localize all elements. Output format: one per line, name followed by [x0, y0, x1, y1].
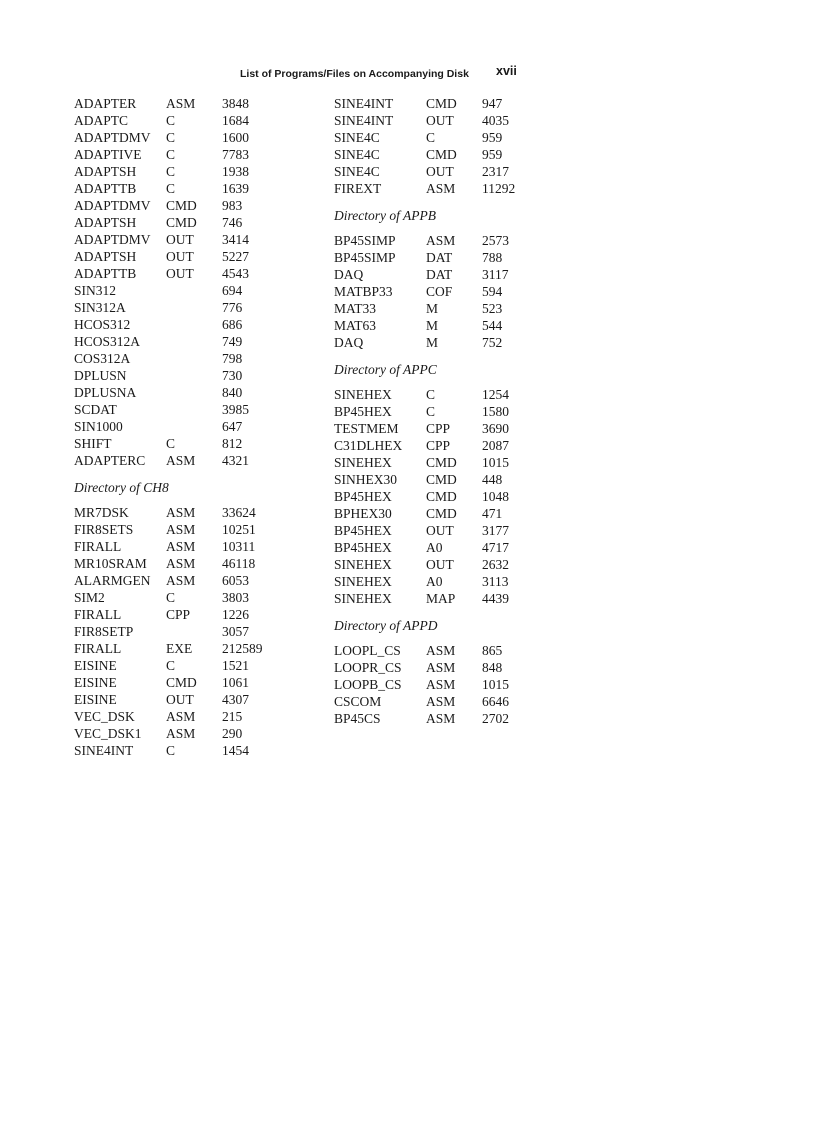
file-name: ADAPTSH: [74, 249, 137, 264]
file-list: [334, 642, 574, 727]
file-row: [334, 471, 574, 488]
file-name: HCOS312A: [74, 334, 141, 349]
file-extension: OUT: [166, 249, 194, 264]
file-row: [334, 505, 574, 522]
file-name: MAT63: [334, 318, 377, 333]
file-row: [74, 725, 314, 742]
file-name: SINHEX30: [334, 472, 397, 487]
file-extension: ASM: [166, 96, 196, 111]
file-extension: CMD: [166, 198, 197, 213]
file-name: SINEHEX: [334, 591, 392, 606]
file-row: [74, 163, 314, 180]
file-extension: OUT: [166, 266, 194, 281]
file-size: 983: [222, 198, 243, 213]
file-extension: CPP: [426, 421, 451, 436]
file-extension: OUT: [426, 164, 454, 179]
file-name: DPLUSN: [74, 368, 127, 383]
file-size: 1580: [482, 404, 509, 419]
file-name: SINE4INT: [74, 743, 134, 758]
file-row: [74, 248, 314, 265]
file-size: 1015: [482, 677, 509, 692]
file-name: FIREXT: [334, 181, 382, 196]
file-size: 5227: [222, 249, 249, 264]
file-row: [74, 589, 314, 606]
file-name: ADAPTIVE: [74, 147, 142, 162]
file-row: [334, 590, 574, 607]
file-extension: C: [166, 181, 176, 196]
file-row: [74, 299, 314, 316]
file-row: [74, 265, 314, 282]
file-row: [74, 606, 314, 623]
file-row: [74, 333, 314, 350]
file-name: SINE4C: [334, 130, 380, 145]
file-name: HCOS312: [74, 317, 131, 332]
file-name: FIR8SETP: [74, 624, 134, 639]
file-extension: EXE: [166, 641, 193, 656]
file-extension: C: [166, 658, 176, 673]
file-size: 959: [482, 147, 503, 162]
file-name: COS312A: [74, 351, 131, 366]
file-size: 11292: [482, 181, 516, 196]
file-size: 6646: [482, 694, 509, 709]
file-size: 647: [222, 419, 243, 434]
file-row: [334, 386, 574, 403]
file-extension: ASM: [426, 660, 456, 675]
file-row: [334, 659, 574, 676]
file-size: 2087: [482, 438, 509, 453]
file-size: 848: [482, 660, 503, 675]
file-name: BP45SIMP: [334, 250, 396, 265]
file-extension: CMD: [426, 472, 457, 487]
file-extension: ASM: [426, 677, 456, 692]
file-extension: CMD: [426, 455, 457, 470]
file-row: [334, 420, 574, 437]
directory-heading: Directory of APPC: [334, 362, 437, 377]
file-name: MATBP33: [334, 284, 393, 299]
file-row: [334, 488, 574, 505]
file-size: 33624: [222, 505, 256, 520]
file-extension: C: [166, 436, 176, 451]
file-size: 212589: [222, 641, 263, 656]
file-row: [334, 300, 574, 317]
file-extension: OUT: [166, 232, 194, 247]
file-size: 1600: [222, 130, 249, 145]
file-extension: ASM: [166, 522, 196, 537]
file-name: EISINE: [74, 675, 117, 690]
file-row: [74, 708, 314, 725]
file-name: TESTMEM: [334, 421, 399, 436]
file-extension: ASM: [166, 709, 196, 724]
file-row: [74, 401, 314, 418]
file-extension: ASM: [426, 694, 456, 709]
file-size: 10311: [222, 539, 256, 554]
file-extension: A0: [426, 574, 443, 589]
file-extension: ASM: [426, 181, 456, 196]
file-row: [74, 435, 314, 452]
file-extension: DAT: [426, 250, 453, 265]
file-extension: C: [166, 590, 176, 605]
file-extension: ASM: [166, 505, 196, 520]
file-name: ADAPTSH: [74, 164, 137, 179]
file-size: 3690: [482, 421, 509, 436]
file-name: SINE4INT: [334, 96, 394, 111]
file-row: [74, 129, 314, 146]
file-name: SINEHEX: [334, 455, 392, 470]
file-size: 4543: [222, 266, 249, 281]
right-column: [334, 95, 574, 727]
file-row: [334, 266, 574, 283]
file-name: BP45HEX: [334, 523, 392, 538]
file-extension: ASM: [426, 711, 456, 726]
file-size: 1254: [482, 387, 509, 402]
file-size: 840: [222, 385, 243, 400]
file-extension: A0: [426, 540, 443, 555]
file-row: [334, 317, 574, 334]
file-name: BP45SIMP: [334, 233, 396, 248]
file-size: 798: [222, 351, 243, 366]
file-name: BP45CS: [334, 711, 381, 726]
file-size: 448: [482, 472, 503, 487]
file-name: EISINE: [74, 658, 117, 673]
file-size: 947: [482, 96, 503, 111]
file-name: ADAPTTB: [74, 266, 137, 281]
running-head-title: List of Programs/Files on Accompanying Disk: [240, 68, 469, 80]
file-name: SCDAT: [74, 402, 117, 417]
file-size: 2573: [482, 233, 509, 248]
file-name: LOOPR_CS: [334, 660, 402, 675]
file-size: 788: [482, 250, 503, 265]
file-row: [74, 691, 314, 708]
file-name: SHIFT: [74, 436, 112, 451]
file-size: 1639: [222, 181, 249, 196]
file-size: 776: [222, 300, 243, 315]
file-size: 1061: [222, 675, 249, 690]
file-extension: ASM: [426, 233, 456, 248]
file-name: FIRALL: [74, 539, 122, 554]
file-extension: ASM: [166, 726, 196, 741]
file-name: FIRALL: [74, 641, 122, 656]
file-size: 2317: [482, 164, 509, 179]
file-name: SINE4INT: [334, 113, 394, 128]
file-extension: M: [426, 301, 439, 316]
file-size: 10251: [222, 522, 256, 537]
file-row: [334, 249, 574, 266]
file-row: [334, 539, 574, 556]
file-name: BP45HEX: [334, 404, 392, 419]
file-row: [74, 640, 314, 657]
file-name: SINEHEX: [334, 574, 392, 589]
file-extension: MAP: [426, 591, 456, 606]
file-row: [334, 403, 574, 420]
file-extension: OUT: [426, 557, 454, 572]
file-size: 7783: [222, 147, 249, 162]
file-extension: C: [166, 164, 176, 179]
file-name: MR7DSK: [74, 505, 129, 520]
file-name: SIN312: [74, 283, 117, 298]
file-size: 730: [222, 368, 243, 383]
file-list: [334, 386, 574, 607]
file-name: ADAPTDMV: [74, 198, 151, 213]
file-row: [74, 521, 314, 538]
file-size: 746: [222, 215, 243, 230]
file-size: 46118: [222, 556, 256, 571]
file-size: 752: [482, 335, 503, 350]
file-extension: CMD: [166, 215, 197, 230]
file-size: 686: [222, 317, 243, 332]
file-size: 3985: [222, 402, 249, 417]
file-name: ADAPTER: [74, 96, 137, 111]
file-name: CSCOM: [334, 694, 382, 709]
file-row: [334, 283, 574, 300]
file-row: [74, 95, 314, 112]
file-row: [74, 555, 314, 572]
file-row: [74, 350, 314, 367]
file-size: 749: [222, 334, 243, 349]
file-extension: ASM: [166, 556, 196, 571]
file-name: ADAPTSH: [74, 215, 137, 230]
file-extension: ASM: [166, 573, 196, 588]
file-extension: M: [426, 318, 439, 333]
file-row: [74, 452, 314, 469]
directory-heading: Directory of APPB: [334, 208, 436, 223]
file-row: [74, 146, 314, 163]
file-row: [74, 282, 314, 299]
file-size: 812: [222, 436, 243, 451]
file-name: MR10SRAM: [74, 556, 147, 571]
file-row: [334, 710, 574, 727]
file-extension: C: [166, 147, 176, 162]
file-name: LOOPB_CS: [334, 677, 402, 692]
file-row: [334, 693, 574, 710]
file-name: ADAPTTB: [74, 181, 137, 196]
file-row: [74, 316, 314, 333]
file-extension: CPP: [166, 607, 191, 622]
file-name: BP45HEX: [334, 540, 392, 555]
file-row: [74, 180, 314, 197]
file-extension: OUT: [166, 692, 194, 707]
file-extension: C: [426, 130, 436, 145]
file-size: 694: [222, 283, 243, 298]
file-row: [74, 112, 314, 129]
file-extension: ASM: [166, 539, 196, 554]
file-row: [334, 129, 574, 146]
file-extension: CMD: [166, 675, 197, 690]
file-name: DAQ: [334, 267, 364, 282]
file-row: [334, 454, 574, 471]
file-name: ADAPTC: [74, 113, 129, 128]
file-row: [334, 180, 574, 197]
file-extension: ASM: [166, 453, 196, 468]
file-size: 865: [482, 643, 503, 658]
file-row: [74, 197, 314, 214]
file-name: SINE4C: [334, 164, 380, 179]
file-size: 3057: [222, 624, 249, 639]
file-name: ADAPTDMV: [74, 232, 151, 247]
file-extension: COF: [426, 284, 453, 299]
file-row: [74, 418, 314, 435]
file-name: DPLUSNA: [74, 385, 137, 400]
file-size: 1048: [482, 489, 509, 504]
file-row: [74, 674, 314, 691]
file-name: VEC_DSK1: [74, 726, 142, 741]
file-extension: OUT: [426, 113, 454, 128]
file-size: 4035: [482, 113, 509, 128]
file-size: 1015: [482, 455, 509, 470]
file-name: FIR8SETS: [74, 522, 134, 537]
file-name: SIN312A: [74, 300, 126, 315]
file-size: 3848: [222, 96, 249, 111]
file-row: [334, 642, 574, 659]
file-name: SINE4C: [334, 147, 380, 162]
file-list: [334, 232, 574, 351]
file-size: 3113: [482, 574, 509, 589]
file-size: 3803: [222, 590, 249, 605]
file-size: 215: [222, 709, 243, 724]
file-size: 1454: [222, 743, 249, 758]
file-extension: CMD: [426, 506, 457, 521]
file-size: 4307: [222, 692, 249, 707]
page-number: xvii: [496, 64, 517, 78]
file-extension: C: [426, 404, 436, 419]
file-name: FIRALL: [74, 607, 122, 622]
file-row: [74, 538, 314, 555]
file-row: [334, 522, 574, 539]
file-extension: CMD: [426, 147, 457, 162]
file-extension: C: [426, 387, 436, 402]
file-name: SIN1000: [74, 419, 123, 434]
file-size: 3117: [482, 267, 509, 282]
file-size: 471: [482, 506, 503, 521]
file-row: [74, 367, 314, 384]
file-row: [334, 146, 574, 163]
file-list: [74, 504, 314, 759]
file-row: [74, 231, 314, 248]
file-extension: CPP: [426, 438, 451, 453]
file-size: 4717: [482, 540, 509, 555]
file-size: 594: [482, 284, 503, 299]
file-row: [74, 572, 314, 589]
file-size: 290: [222, 726, 243, 741]
file-name: ALARMGEN: [74, 573, 151, 588]
file-row: [334, 573, 574, 590]
file-size: 1684: [222, 113, 249, 128]
file-row: [74, 504, 314, 521]
file-extension: DAT: [426, 267, 453, 282]
file-row: [334, 232, 574, 249]
file-extension: ASM: [426, 643, 456, 658]
file-name: MAT33: [334, 301, 377, 316]
file-row: [74, 742, 314, 759]
file-size: 1226: [222, 607, 249, 622]
directory-heading: Directory of APPD: [334, 618, 438, 633]
file-name: LOOPL_CS: [334, 643, 401, 658]
file-extension: M: [426, 335, 439, 350]
file-name: SINEHEX: [334, 557, 392, 572]
file-size: 1521: [222, 658, 249, 673]
file-size: 2702: [482, 711, 509, 726]
file-name: SIM2: [74, 590, 105, 605]
file-name: C31DLHEX: [334, 438, 403, 453]
file-row: [334, 676, 574, 693]
file-row: [334, 163, 574, 180]
file-extension: OUT: [426, 523, 454, 538]
file-size: 1938: [222, 164, 249, 179]
file-row: [74, 623, 314, 640]
file-size: 6053: [222, 573, 249, 588]
file-size: 2632: [482, 557, 509, 572]
file-name: SINEHEX: [334, 387, 392, 402]
file-size: 4321: [222, 453, 249, 468]
file-extension: CMD: [426, 489, 457, 504]
file-size: 4439: [482, 591, 509, 606]
file-list: [74, 95, 314, 469]
file-row: [334, 437, 574, 454]
file-size: 959: [482, 130, 503, 145]
file-extension: C: [166, 113, 176, 128]
file-row: [334, 556, 574, 573]
file-size: 3414: [222, 232, 249, 247]
file-size: 3177: [482, 523, 509, 538]
directory-heading: Directory of CH8: [74, 480, 169, 495]
file-name: ADAPTERC: [74, 453, 146, 468]
file-name: BP45HEX: [334, 489, 392, 504]
file-row: [74, 214, 314, 231]
file-row: [74, 657, 314, 674]
file-extension: C: [166, 130, 176, 145]
file-name: EISINE: [74, 692, 117, 707]
file-name: BPHEX30: [334, 506, 392, 521]
file-row: [334, 95, 574, 112]
file-name: DAQ: [334, 335, 364, 350]
file-name: VEC_DSK: [74, 709, 135, 724]
left-column: [74, 95, 314, 759]
file-row: [74, 384, 314, 401]
file-row: [334, 334, 574, 351]
file-size: 523: [482, 301, 503, 316]
file-name: ADAPTDMV: [74, 130, 151, 145]
file-extension: CMD: [426, 96, 457, 111]
file-list: [334, 95, 574, 197]
file-row: [334, 112, 574, 129]
file-extension: C: [166, 743, 176, 758]
file-size: 544: [482, 318, 503, 333]
